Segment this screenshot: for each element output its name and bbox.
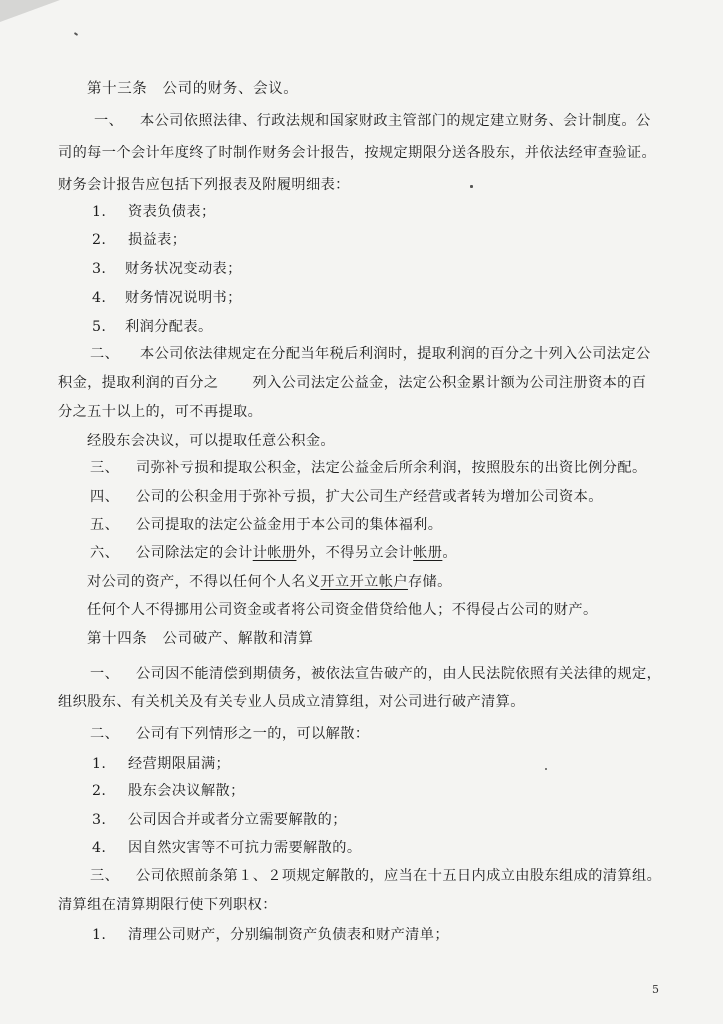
list-number: 5. <box>92 319 107 335</box>
list-number: 1. <box>92 204 107 220</box>
article-13-paragraph-6 <box>90 543 457 563</box>
paragraph-marker: 一、 <box>90 666 120 682</box>
paragraph-text: 公司除法定的会计 <box>136 545 253 561</box>
paragraph-text: 外，不得另立会计 <box>296 545 414 561</box>
paragraph-marker: 二、 <box>90 726 120 742</box>
list-text: 财务状况变动表； <box>125 261 242 277</box>
paragraph-text: 公司的公积金用于弥补亏损，扩大公司生产经营或者转为增加公司资本。 <box>136 489 603 505</box>
article-14-paragraph-3 <box>90 866 661 886</box>
paragraph-text: 公司提取的法定公益金用于本公司的集体福利。 <box>136 517 443 533</box>
list-number: 4. <box>92 840 107 856</box>
paragraph-text: 。 <box>442 545 457 561</box>
paragraph-marker: 四、 <box>90 489 120 505</box>
article-14-paragraph-2 <box>90 724 369 744</box>
paragraph-text: 本公司依法律规定在分配当年税后利润时，提取利润的百分之十列入公司法定公 <box>140 346 651 362</box>
paragraph-text: 列入公司法定公益金，法定公积金累计额为公司注册资本的百 <box>252 375 647 391</box>
list-text: 股东会决议解散； <box>128 783 245 799</box>
paragraph-text: 公司因不能清偿到期债务，被依法宣告破产的，由人民法院依照有关法律的规定， <box>136 666 662 682</box>
paragraph-marker: 三、 <box>90 460 120 476</box>
article-13-paragraph-1-cont: 财务会计报告应包括下列报表及附履明细表： <box>58 177 350 193</box>
article-14-paragraph-1 <box>90 664 661 684</box>
paragraph-marker: 一、 <box>94 113 124 129</box>
article-13-paragraph-5 <box>90 515 442 535</box>
list-number: 3. <box>92 261 107 277</box>
paragraph-marker: 五、 <box>90 517 120 533</box>
list-item <box>92 259 242 279</box>
list-text: 经营期限届满； <box>128 756 231 772</box>
list-item <box>92 754 230 774</box>
paragraph-marker: 三、 <box>90 868 120 884</box>
article-13-paragraph-2 <box>90 344 651 364</box>
paragraph-text: 对公司的资产，不得以任何个人名义 <box>87 574 321 590</box>
paragraph-text: 本公司依照法律、行政法规和国家财政主管部门的规定建立财务、会计制度。公 <box>140 113 651 129</box>
list-text: 公司因合并或者分立需要解散的； <box>128 812 347 828</box>
list-item <box>92 925 449 945</box>
underlined-text: 计帐册 <box>252 545 297 561</box>
list-text: 利润分配表。 <box>125 319 213 335</box>
paragraph-text: 公司有下列情形之一的，可以解散： <box>136 726 370 742</box>
list-text: 财务情况说明书； <box>125 290 242 306</box>
list-item <box>92 202 216 222</box>
paragraph-marker: 六、 <box>90 545 120 561</box>
list-text: 因自然灾害等不可抗力需要解散的。 <box>128 840 362 856</box>
list-number: 2. <box>92 783 107 799</box>
article-13-paragraph-2-cont: 分之五十以上的，可不再提取。 <box>58 404 263 420</box>
paragraph-marker: 二、 <box>90 346 120 362</box>
list-text: 损益表； <box>128 232 187 248</box>
article-13-paragraph-2-cont <box>58 373 646 393</box>
article-13-paragraph-3 <box>90 458 647 478</box>
article-13-paragraph-1 <box>94 111 651 131</box>
list-number: 2. <box>92 232 107 248</box>
list-item <box>92 810 347 830</box>
list-number: 4. <box>92 290 107 306</box>
list-item <box>92 317 213 337</box>
list-text: 资表负债表； <box>128 204 216 220</box>
list-item <box>92 230 186 250</box>
list-number: 1. <box>92 927 107 943</box>
article-14-paragraph-3-cont: 清算组在清算期限行使下列职权： <box>58 897 277 913</box>
list-item <box>92 838 361 858</box>
article-13-paragraph-4 <box>90 487 603 507</box>
article-13-extra-paragraph: 经股东会决议，可以提取任意公积金。 <box>87 433 335 449</box>
list-item <box>92 288 242 308</box>
list-item <box>92 781 245 801</box>
paragraph-text: 积金，提取利润的百分之 <box>58 375 219 391</box>
paragraph-text: 司弥补亏损和提取公积金，法定公益金后所余利润，按照股东的出资比例分配。 <box>136 460 647 476</box>
article-13-paragraph-8: 任何个人不得挪用公司资金或者将公司资金借贷给他人；不得侵占公司的财产。 <box>87 602 598 618</box>
paragraph-text: 公司依照前条第１、２项规定解散的，应当在十五日内成立由股东组成的清算组。 <box>136 868 662 884</box>
list-text: 清理公司财产，分别编制资产负债表和财产清单； <box>128 927 449 943</box>
article-13-paragraph-1-cont: 司的每一个会计年度终了时制作财务会计报告，按规定期限分送各股东，并依法经审查验证。 <box>58 145 657 161</box>
underlined-text: 帐册 <box>413 545 443 561</box>
paragraph-text: 存储。 <box>407 574 452 590</box>
article-13-paragraph-7 <box>87 572 452 592</box>
list-number: 1. <box>92 756 107 772</box>
underlined-text: 开立开立帐户 <box>320 574 408 590</box>
list-number: 3. <box>92 812 107 828</box>
article-13-title: 第十三条 公司的财务、会议。 <box>87 81 299 97</box>
page-number: 5 <box>652 983 659 996</box>
article-14-title: 第十四条 公司破产、解散和清算 <box>87 631 314 647</box>
article-14-paragraph-1-cont: 组织股东、有关机关及有关专业人员成立清算组，对公司进行破产清算。 <box>58 694 525 710</box>
